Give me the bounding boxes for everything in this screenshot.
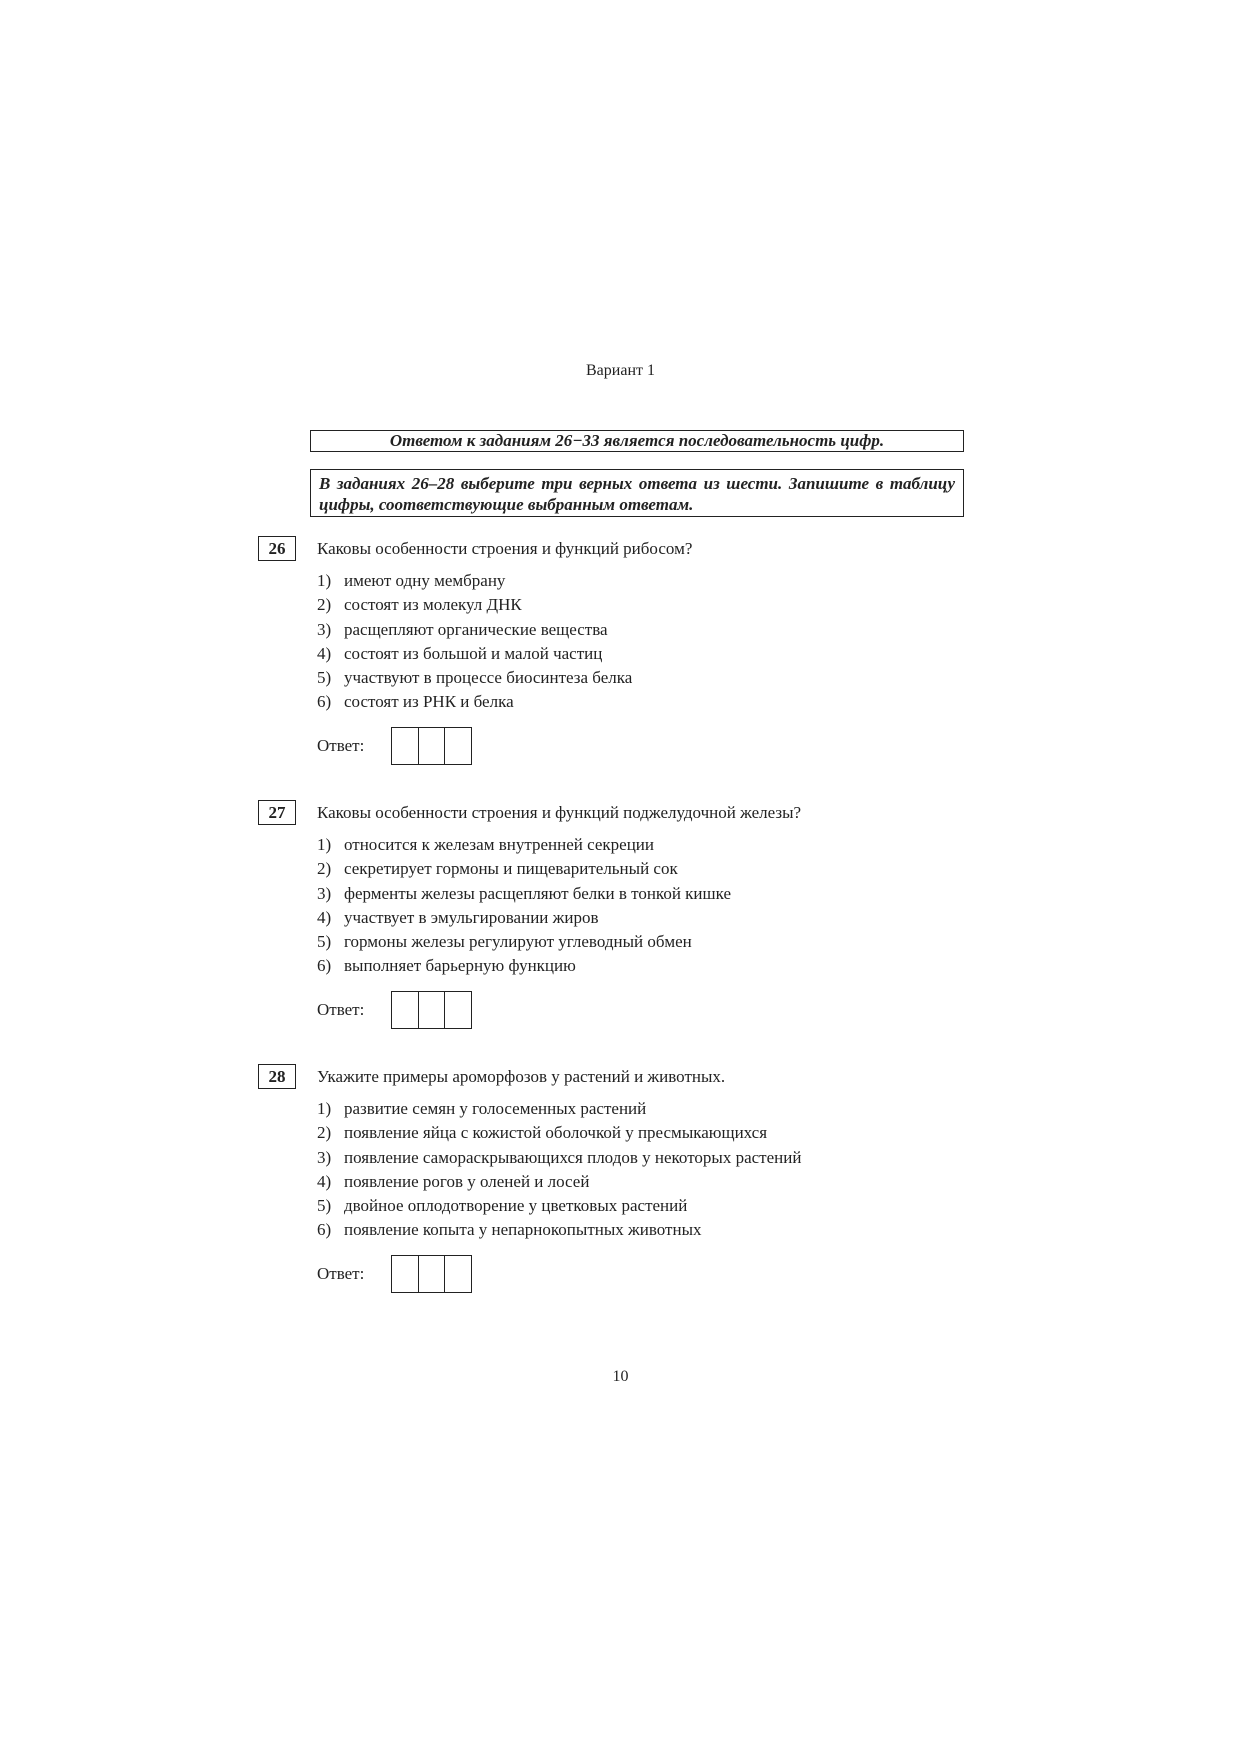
answer-label: Ответ: bbox=[317, 1000, 365, 1019]
option-item: 5) гормоны железы регулируют углеводный обмен bbox=[317, 932, 692, 952]
answer-label: Ответ: bbox=[317, 736, 365, 755]
option-item: 6) состоят из РНК и белка bbox=[317, 692, 514, 712]
option-item: 3) ферменты железы расщепляют белки в тонкой кишке bbox=[317, 883, 731, 903]
options-list bbox=[317, 1097, 801, 1243]
instruction-box-sequence: Ответом к заданиям 26−33 является последовательность цифр. bbox=[310, 430, 964, 452]
option-item: 6) появление копыта у непарнокопытных животных bbox=[317, 1220, 702, 1240]
option-item: 5) участвуют в процессе биосинтеза белка bbox=[317, 668, 633, 688]
option-item: 1) развитие семян у голосеменных растений bbox=[317, 1099, 647, 1118]
task-question: Каковы особенности строения и функций рибосом? bbox=[317, 539, 693, 558]
task-question: Каковы особенности строения и функций поджелудочной железы? bbox=[317, 803, 802, 822]
page-number: 10 bbox=[612, 1368, 629, 1385]
answer-cells[interactable] bbox=[391, 1255, 472, 1293]
option-item: 6) выполняет барьерную функцию bbox=[317, 956, 576, 976]
option-item: 2) появление яйца с кожистой оболочкой у пресмыкающихся bbox=[317, 1123, 768, 1143]
task-number: 26 bbox=[258, 536, 296, 561]
answer-label: Ответ: bbox=[317, 1264, 365, 1283]
option-item: 5) двойное оплодотворение у цветковых растений bbox=[317, 1196, 688, 1216]
options-list bbox=[317, 833, 731, 979]
option-item: 2) секретирует гормоны и пищеварительный сок bbox=[317, 859, 678, 879]
options-list bbox=[317, 569, 632, 715]
answer-cells[interactable] bbox=[391, 991, 472, 1029]
option-item: 4) состоят из большой и малой частиц bbox=[317, 643, 603, 663]
task-number: 27 bbox=[258, 800, 296, 825]
option-item: 1) относится к железам внутренней секреции bbox=[317, 835, 654, 854]
option-item: 4) появление рогов у оленей и лосей bbox=[317, 1171, 590, 1191]
variant-header: Вариант 1 bbox=[586, 362, 655, 379]
option-item: 3) расщепляют органические вещества bbox=[317, 619, 608, 639]
answer-cells[interactable] bbox=[391, 727, 472, 765]
option-item: 1) имеют одну мембрану bbox=[317, 571, 506, 590]
instruction-box-choose-three: В заданиях 26–28 выберите три верных ответа из шести. Запишите в таблицу цифры, соответствующие выбранным ответам. bbox=[310, 469, 964, 517]
option-item: 3) появление самораскрывающихся плодов у некоторых растений bbox=[317, 1147, 802, 1167]
task-question: Укажите примеры ароморфозов у растений и животных. bbox=[317, 1067, 726, 1086]
task-number: 28 bbox=[258, 1064, 296, 1089]
option-item: 4) участвует в эмульгировании жиров bbox=[317, 907, 599, 927]
option-item: 2) состоят из молекул ДНК bbox=[317, 595, 522, 615]
